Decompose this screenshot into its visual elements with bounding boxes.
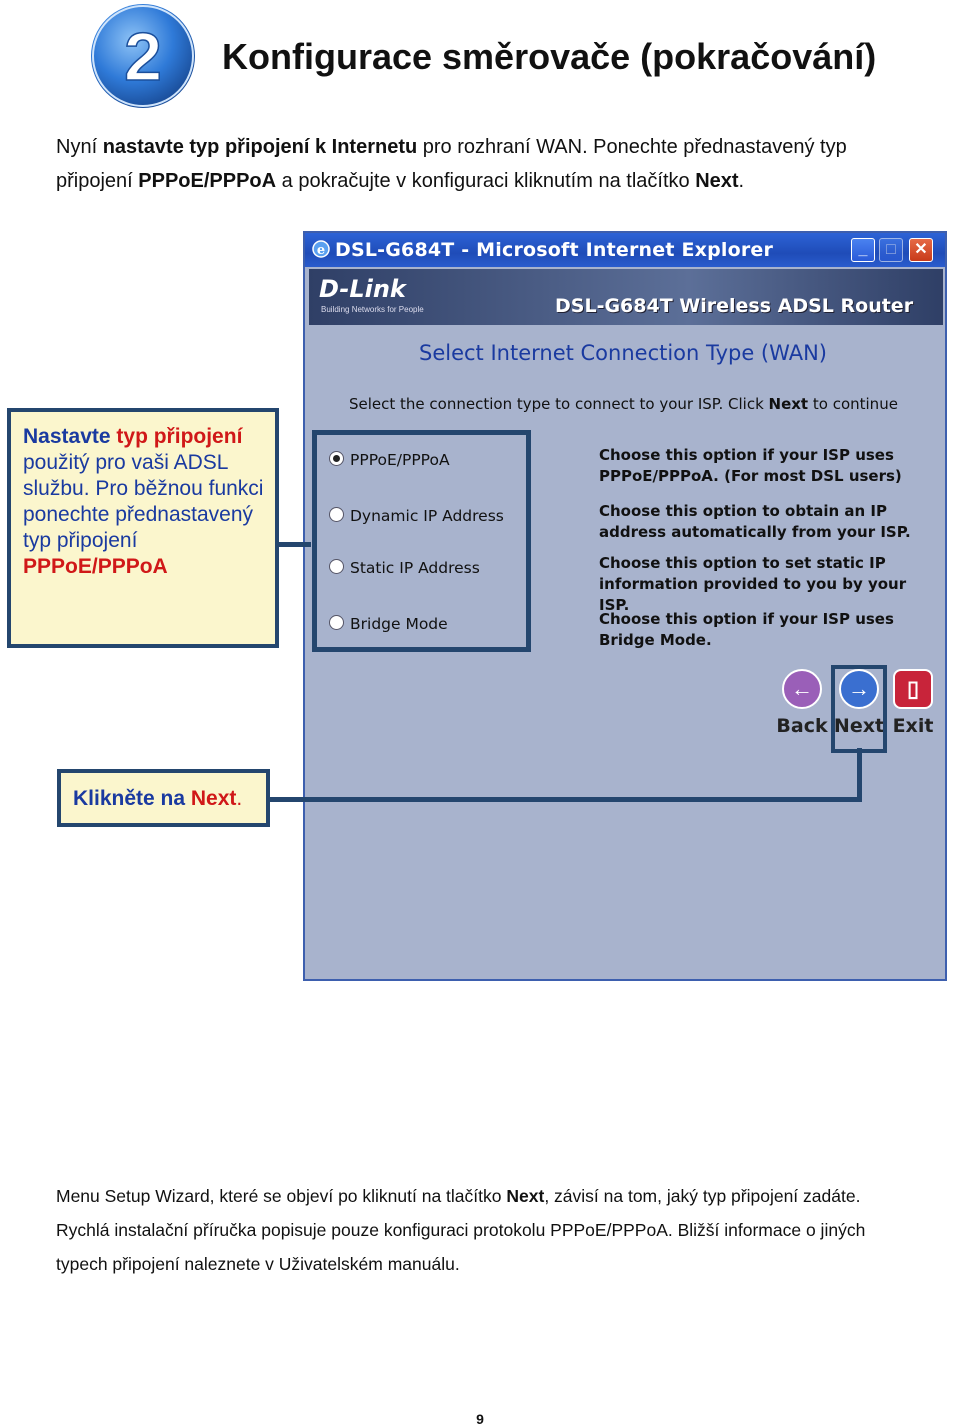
window-titlebar [305, 233, 945, 267]
next-arrow-icon: → [839, 669, 879, 709]
close-button[interactable]: ✕ [909, 238, 933, 262]
desc-dynamic-ip: Choose this option to obtain an IP address automatically from your ISP. [599, 502, 911, 541]
callout-connector-1 [279, 542, 311, 547]
option-pppoe[interactable]: PPPoE/PPPoA [329, 451, 450, 469]
callout-click-next-text: Klikněte na Next. [73, 787, 243, 810]
maximize-button[interactable]: □ [879, 238, 903, 262]
wan-page-title: Select Internet Connection Type (WAN) [419, 341, 828, 365]
window-title: DSL-G684T - Microsoft Internet Explorer [335, 239, 774, 261]
svg-text:e: e [316, 243, 326, 258]
back-arrow-icon: ← [782, 669, 822, 709]
callout-connection-type-text: Nastavte typ připojení použitý pro vaši ADSL službu. Pro běžnou funkci ponechte přednastavený typ připojení PPPoE/PPPoA [23, 425, 264, 578]
option-static-ip[interactable]: Static IP Address [329, 559, 480, 577]
callout-click-next [57, 769, 270, 827]
intro-line-1: Nyní nastavte typ připojení k Internetu pro rozhraní WAN. Ponechte přednastavený typ [56, 136, 847, 158]
minimize-button[interactable]: _ [851, 238, 875, 262]
exit-button[interactable]: ▯ Exit [886, 669, 940, 737]
desc-static-ip: Choose this option to set static IP information provided to you by your ISP. [599, 554, 907, 614]
footer-line-1: Menu Setup Wizard, které se objeví po kliknutí na tlačítko Next, závisí na tom, jaký typ připojení zadáte. [56, 1186, 861, 1206]
exit-door-icon: ▯ [893, 669, 933, 709]
ie-icon [311, 239, 331, 259]
page-number: 9 [476, 1411, 484, 1427]
product-name: DSL-G684T Wireless ADSL Router [555, 295, 914, 317]
intro-line-2: připojení PPPoE/PPPoA a pokračujte v konfiguraci kliknutím na tlačítko Next. [56, 170, 745, 192]
footer-line-3: typech připojení naleznete v Uživatelském manuálu. [56, 1254, 460, 1274]
option-bridge[interactable]: Bridge Mode [329, 615, 448, 633]
dlink-tagline: Building Networks for People [321, 305, 424, 314]
step-number-badge [88, 2, 198, 110]
dlink-logo: D-Link [319, 275, 406, 303]
back-button[interactable]: ← Back [775, 669, 829, 737]
router-header-banner [309, 269, 943, 325]
step-number: 2 [124, 19, 162, 95]
callout-connector-2h [270, 797, 862, 802]
browser-window-screenshot [303, 231, 947, 981]
callout-connector-2v [857, 748, 862, 802]
desc-pppoe: Choose this option if your ISP uses PPPoE/PPPoA. (For most DSL users) [599, 446, 902, 485]
option-dynamic-ip[interactable]: Dynamic IP Address [329, 507, 504, 525]
desc-bridge: Choose this option if your ISP uses Bridge Mode. [599, 610, 894, 649]
options-highlight-frame [312, 430, 531, 652]
footer-line-2: Rychlá instalační příručka popisuje pouze konfiguraci protokolu PPPoE/PPPoA. Bližší informace o jiných [56, 1220, 866, 1240]
wan-instruction: Select the connection type to connect to your ISP. Click Next to continue [349, 395, 898, 413]
page-title: Konfigurace směrovače (pokračování) [222, 36, 877, 77]
next-highlight-frame [831, 665, 887, 753]
callout-connection-type [7, 408, 279, 648]
next-button[interactable]: → Next [832, 669, 886, 737]
